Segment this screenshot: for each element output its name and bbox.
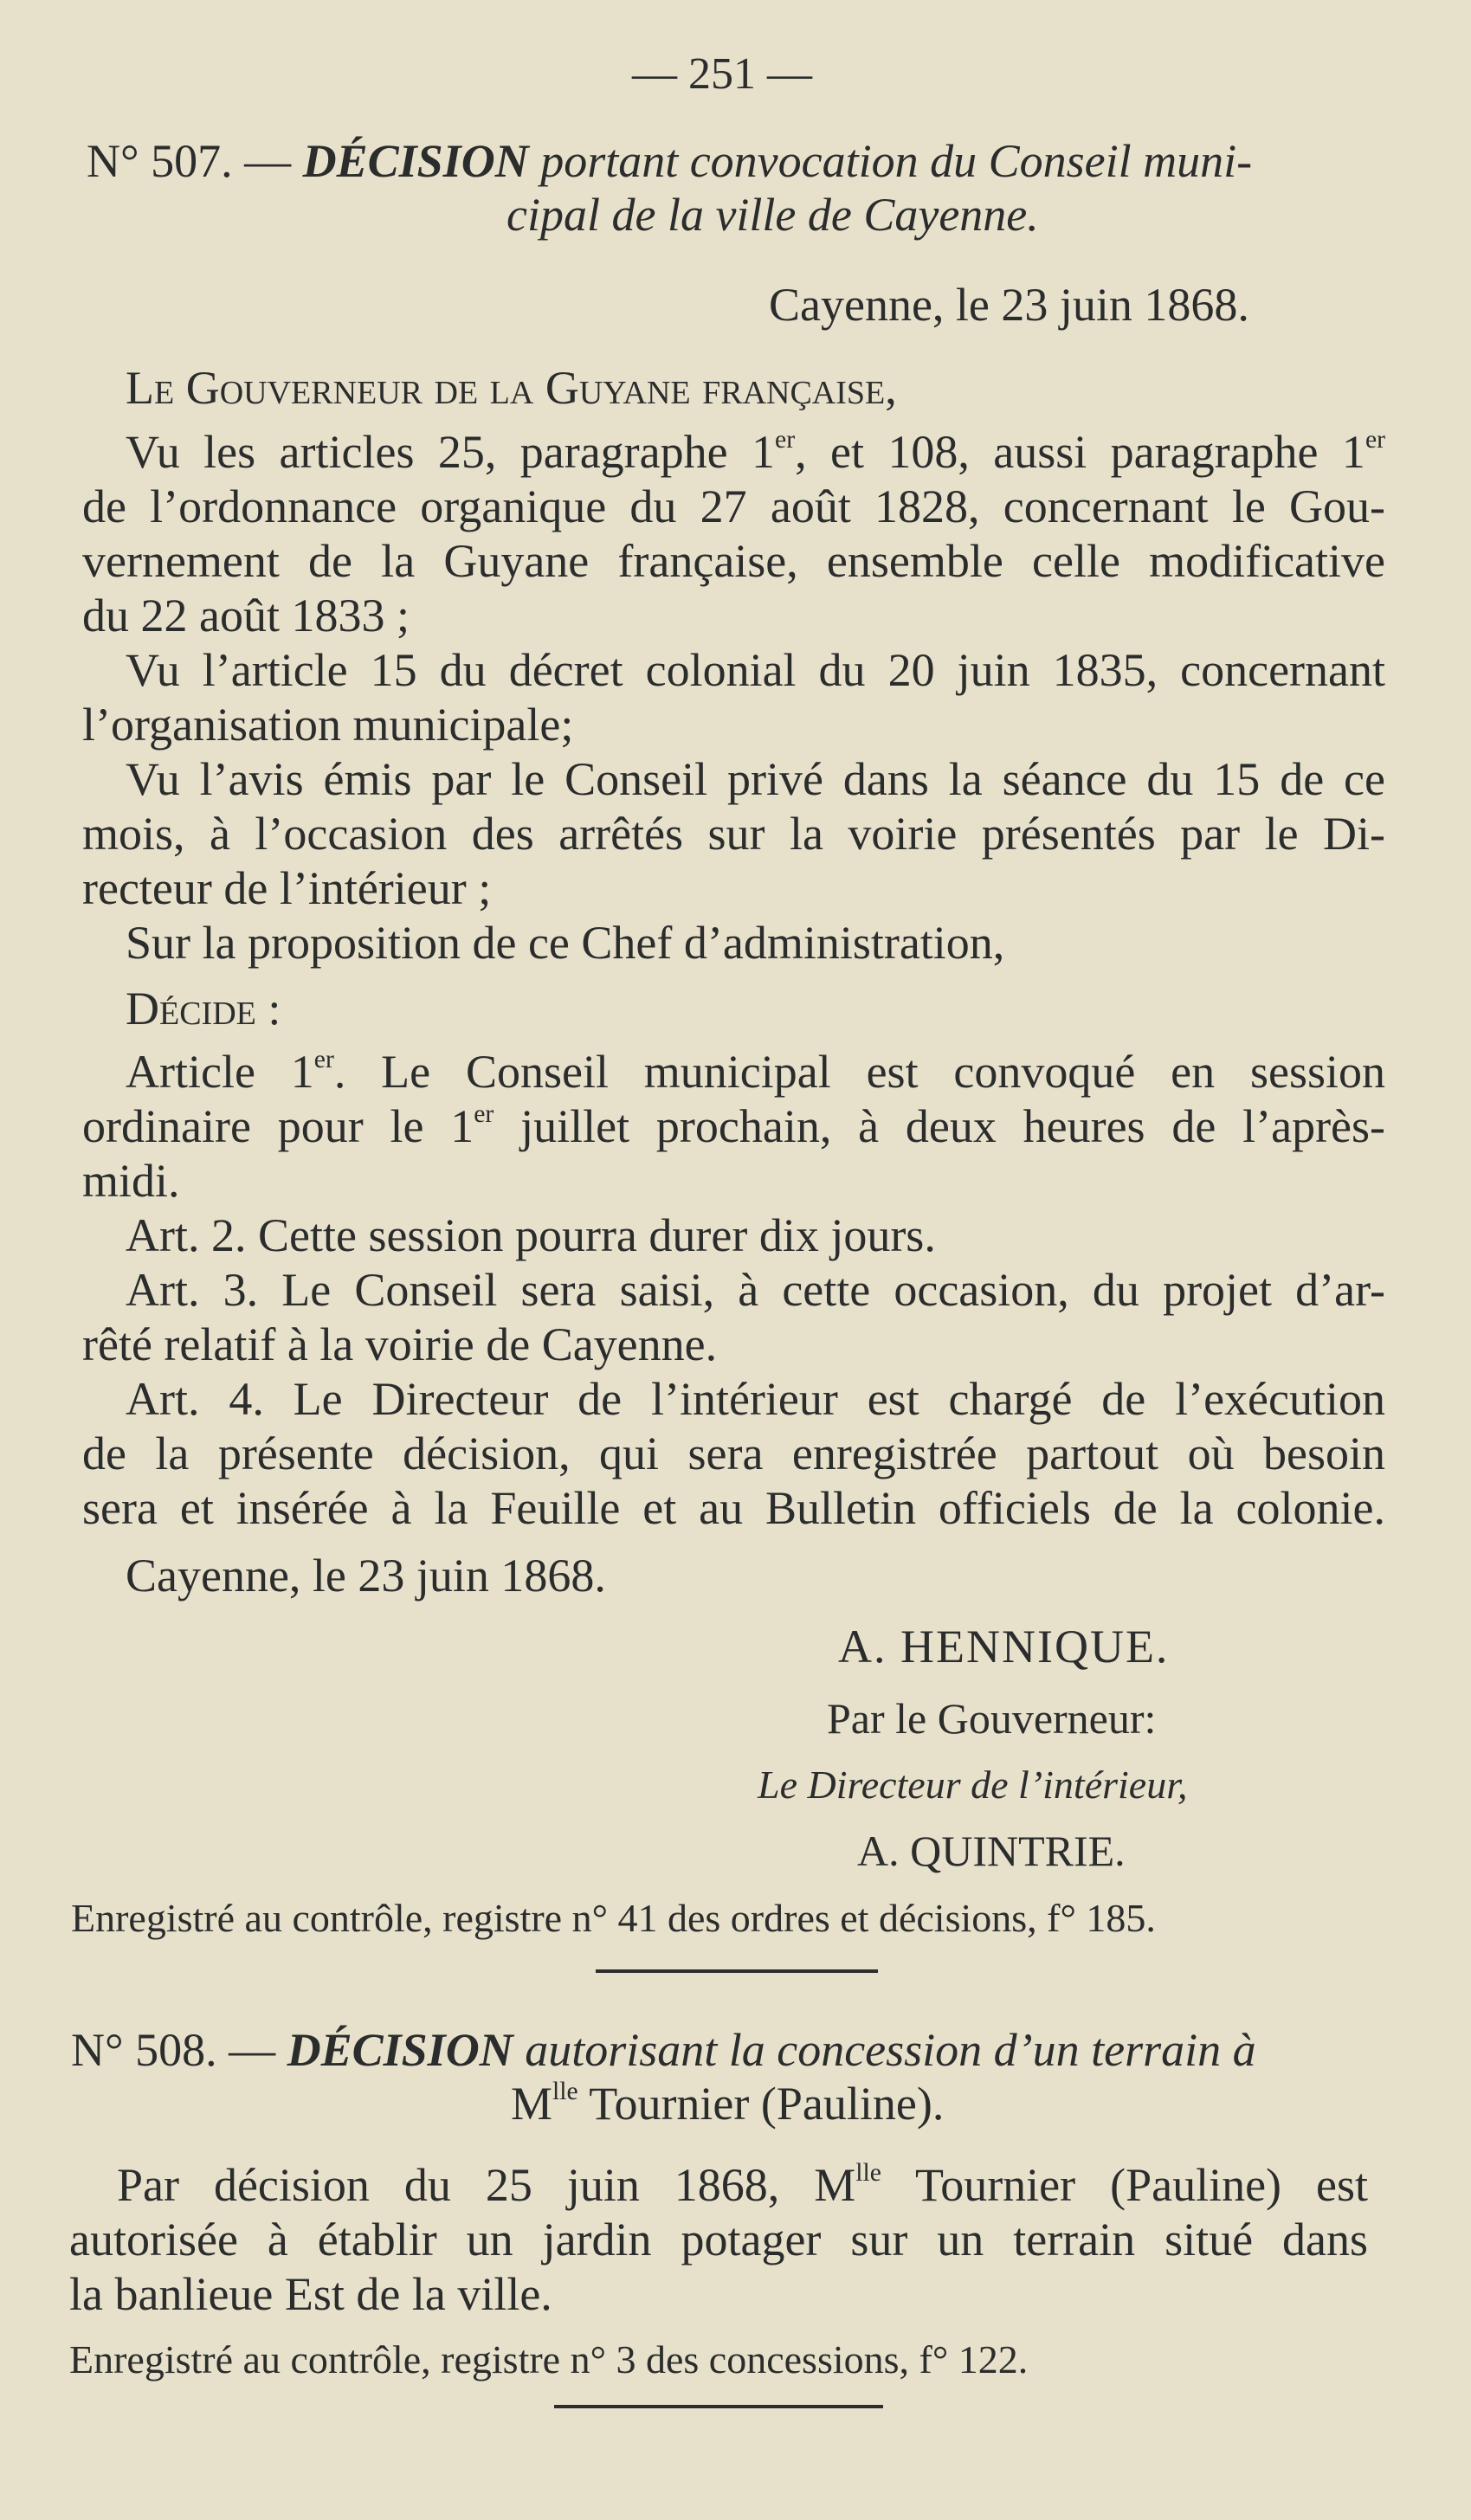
directeur-title: Le Directeur de l’intérieur, <box>758 1763 1188 1807</box>
decision-number: N° 508. — <box>71 2024 276 2076</box>
registration-507: Enregistré au contrôle, registre n° 41 des ordres et décisions, f° 185. <box>71 1896 1156 1940</box>
registration-508: Enregistré au contrôle, registre n° 3 des concessions, f° 122. <box>69 2337 1029 2381</box>
body-text-b: Tournier (Pauline) est <box>881 2159 1368 2211</box>
sur-proposition-line: Sur la proposition de ce Chef d’administration, <box>126 917 1005 969</box>
vu3-line3: recteur de l’intérieur ; <box>82 862 492 914</box>
decision-507-title-line1 <box>87 135 1385 187</box>
vu2-line2: l’organisation municipale; <box>82 699 574 751</box>
par-le-gouverneur: Par le Gouverneur: <box>827 1694 1157 1743</box>
decision-keyword: DÉCISION <box>302 135 529 187</box>
vu1-line4: du 22 août 1833 ; <box>82 590 410 641</box>
closing-date: Cayenne, le 23 juin 1868. <box>126 1550 606 1602</box>
page-number: — 251 — <box>632 49 812 99</box>
decision-508-body-line2: autorisée à établir un jardin potager sur un terrain situé dans <box>69 2214 1368 2265</box>
decision-title-text: portant convocation du Conseil muni- <box>540 135 1253 187</box>
decision-number: N° 507. — <box>87 135 292 187</box>
superscript: er <box>1365 425 1386 454</box>
decision-508-title-line2 <box>511 2078 944 2130</box>
article3-line2: rêté relatif à la voirie de Cayenne. <box>82 1318 718 1370</box>
signature: A. HENNIQUE. <box>838 1621 1170 1672</box>
separator-rule <box>596 1969 878 1973</box>
vu1-text-b: , et 108, aussi paragraphe 1 <box>795 426 1365 478</box>
body-text-a: Par décision du 25 juin 1868, M <box>117 2159 856 2211</box>
vu1-text-a: Vu les articles 25, paragraphe 1 <box>126 426 776 478</box>
decide-heading: Décide : <box>126 983 281 1034</box>
superscript: lle <box>552 2077 578 2105</box>
vu1-line2: de l’ordonnance organique du 27 août 1828, concernant le Gou- <box>82 480 1385 532</box>
art1-l2-text-a: ordinaire pour le 1 <box>82 1100 474 1152</box>
decision-508-body-line3: la banlieue Est de la ville. <box>69 2268 552 2320</box>
gouverneur-line-text: Le Gouverneur de la Guyane française, <box>126 362 897 414</box>
article4-line2: de la présente décision, qui sera enregistrée partout où besoin <box>82 1428 1385 1479</box>
place-date: Cayenne, le 23 juin 1868. <box>769 279 1249 331</box>
superscript: er <box>775 425 796 454</box>
decision-508-body-line1 <box>117 2159 1368 2211</box>
article3-line1: Art. 3. Le Conseil sera saisi, à cette occasion, du projet d’ar- <box>126 1264 1385 1316</box>
title-text-b: Tournier (Pauline). <box>577 2078 945 2130</box>
countersignature: A. QUINTRIE. <box>857 1827 1126 1875</box>
decision-keyword: DÉCISION <box>287 2024 513 2076</box>
article4-line3: sera et insérée à la Feuille et au Bulletin officiels de la colonie. <box>82 1482 1385 1534</box>
article4-line1: Art. 4. Le Directeur de l’intérieur est chargé de l’exécution <box>126 1373 1385 1425</box>
article1-line2 <box>82 1100 1385 1152</box>
superscript: lle <box>855 2158 881 2187</box>
superscript: er <box>474 1099 494 1128</box>
decision-508-title-line1 <box>71 2024 1378 2076</box>
gouverneur-line <box>126 362 897 414</box>
vu3-line1: Vu l’avis émis par le Conseil privé dans la séance du 15 de ce <box>126 753 1385 805</box>
vu1-line1 <box>126 426 1385 478</box>
art1-text-a: Article 1 <box>126 1046 314 1098</box>
vu1-line3: vernement de la Guyane française, ensemble celle modificative <box>82 535 1385 587</box>
art1-text-b: . Le Conseil municipal est convoqué en session <box>333 1046 1385 1098</box>
superscript: er <box>313 1045 334 1073</box>
decision-507-title-line2: cipal de la ville de Cayenne. <box>506 189 1039 241</box>
art1-l2-text-b: juillet prochain, à deux heures de l’après- <box>494 1100 1386 1152</box>
end-rule <box>554 2405 883 2408</box>
title-text-a: M <box>511 2078 553 2130</box>
article2-line1: Art. 2. Cette session pourra durer dix jours. <box>126 1209 936 1261</box>
article1-line1 <box>126 1046 1385 1098</box>
article1-line3: midi. <box>82 1155 180 1207</box>
vu3-line2: mois, à l’occasion des arrêtés sur la voirie présentés par le Di- <box>82 808 1385 860</box>
vu2-line1: Vu l’article 15 du décret colonial du 20 juin 1835, concernant <box>126 644 1385 696</box>
decision-title-text: autorisant la concession d’un terrain à <box>525 2024 1256 2076</box>
